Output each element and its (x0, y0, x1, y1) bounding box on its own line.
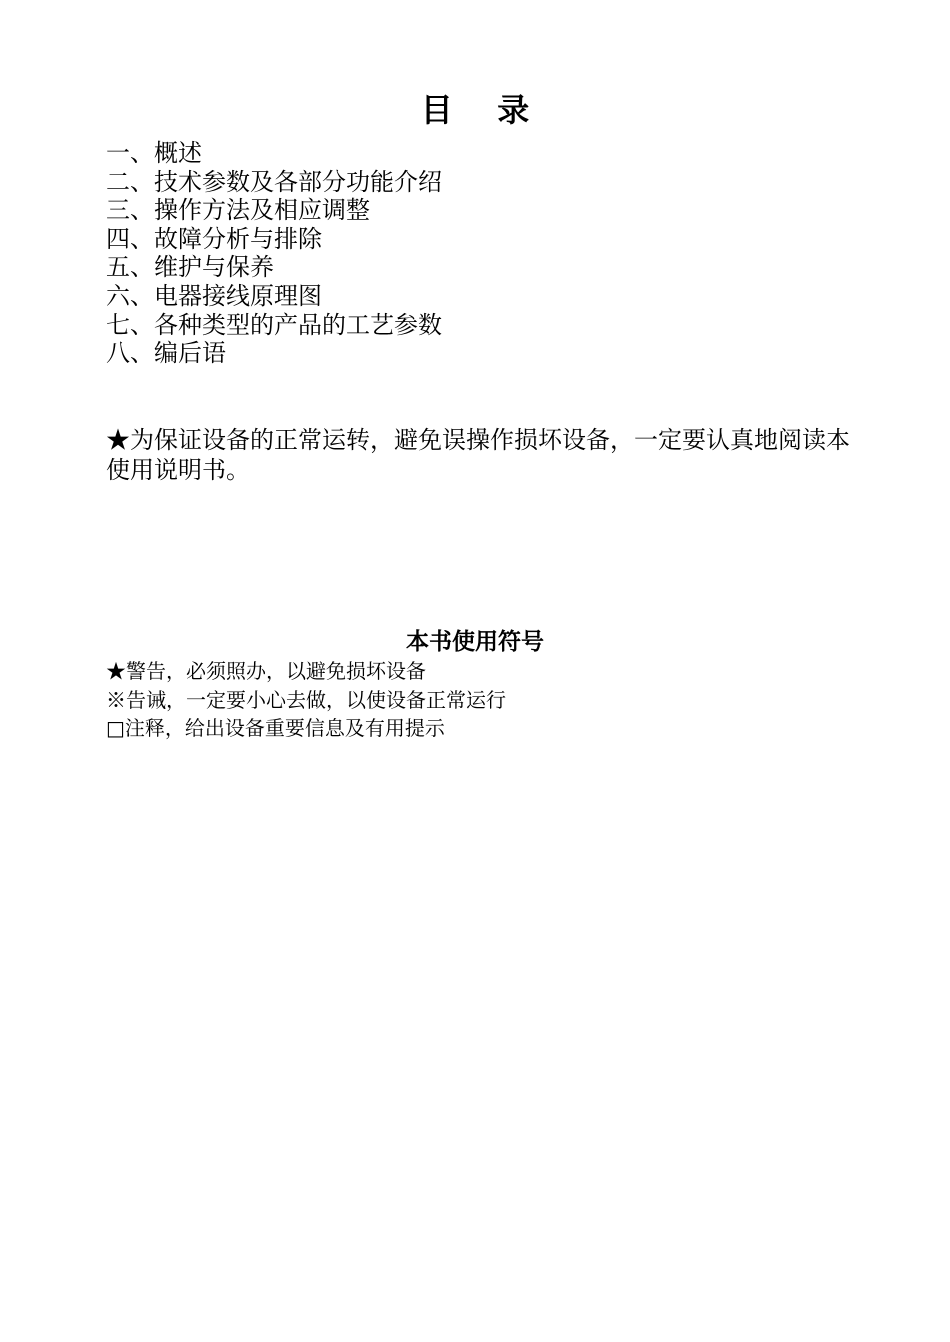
symbol-item-note: □注释，给出设备重要信息及有用提示 (106, 716, 445, 740)
symbols-list (106, 657, 506, 743)
toc-item-troubleshooting: 四、故障分析与排除 (106, 224, 322, 253)
toc-list (106, 139, 442, 368)
toc-item-overview: 一、概述 (106, 139, 202, 167)
symbols-title: 本书使用符号 (406, 628, 544, 655)
toc-item-wiring-diagram: 六、电器接线原理图 (106, 281, 322, 310)
toc-title: 目 录 (420, 91, 530, 129)
toc-item-operation-methods: 三、操作方法及相应调整 (106, 196, 370, 225)
symbol-item-caution: ※告诫，一定要小心去做，以使设备正常运行 (106, 687, 506, 712)
toc-item-process-parameters: 七、各种类型的产品的工艺参数 (106, 310, 442, 339)
toc-item-technical-parameters: 二、技术参数及各部分功能介绍 (106, 167, 442, 196)
symbol-item-warning: ★警告，必须照办，以避免损坏设备 (106, 659, 426, 683)
warning-notice: ★为保证设备的正常运转，避免误操作损坏设备，一定要认真地阅读本使用说明书。 (106, 426, 850, 484)
toc-item-maintenance: 五、维护与保养 (106, 253, 274, 282)
toc-item-afterword: 八、编后语 (106, 339, 226, 368)
